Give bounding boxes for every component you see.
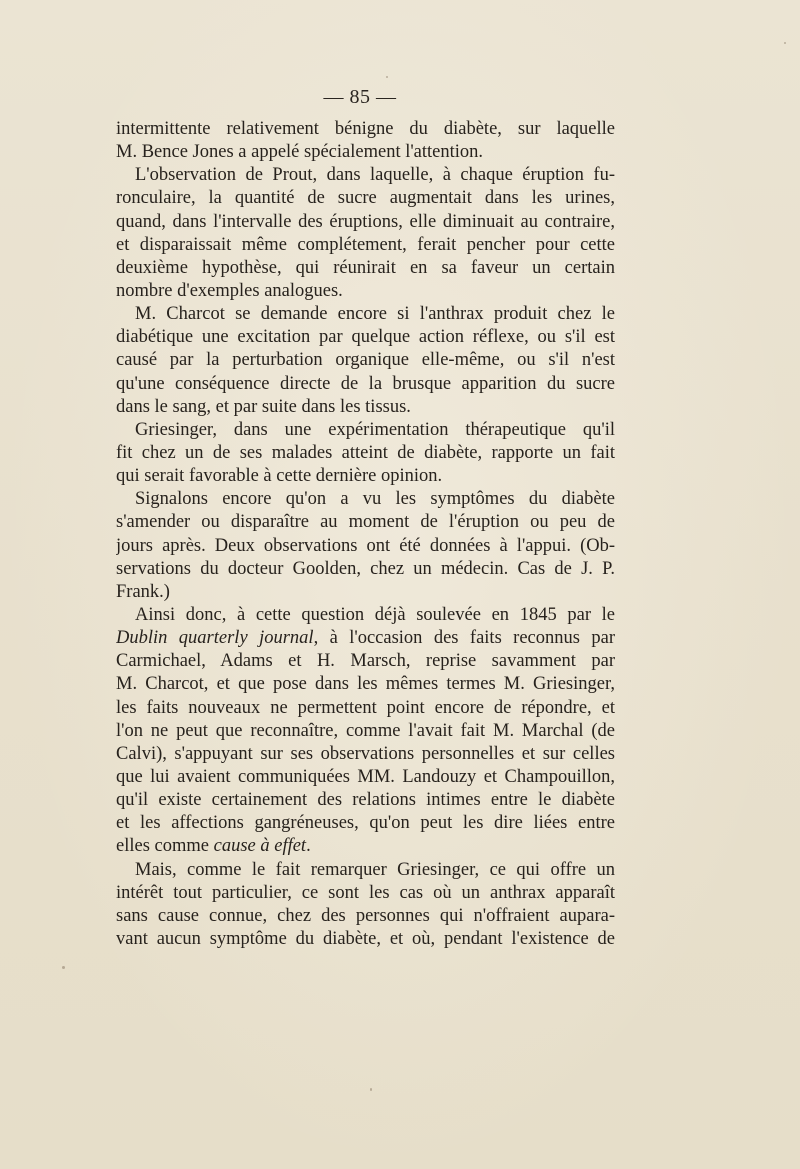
- emphasis-text: cause à effet: [213, 836, 307, 857]
- text-line: ronculaire, la quantité de sucre augmentait dans les urines,: [116, 188, 615, 209]
- text-line-with-journal-title: [116, 627, 615, 650]
- text-line: Signalons encore qu'on a vu les symptômes du diabète: [135, 489, 615, 510]
- text-line: Griesinger, dans une expérimentation thérapeutique qu'il: [135, 419, 615, 440]
- paper-speck: [784, 42, 786, 44]
- page-number: — 85 —: [323, 86, 397, 108]
- text-line: diabétique une excitation par quelque action réflexe, ou s'il est: [116, 327, 615, 348]
- text-line: les faits nouveaux ne permettent point encore de répondre, et: [116, 697, 615, 718]
- text-line: Carmichael, Adams et H. Marsch, reprise savamment par: [116, 651, 615, 672]
- text-line: Frank.): [116, 581, 170, 602]
- journal-title: Dublin quarterly journal: [116, 628, 314, 649]
- text-line: s'amender ou disparaître au moment de l'éruption ou peu de: [116, 512, 615, 533]
- text-line: qu'il existe certainement des relations intimes entre le diabète: [116, 790, 615, 811]
- text-line: servations du docteur Goolden, chez un médecin. Cas de J. P.: [116, 558, 615, 579]
- text-line: que lui avaient communiquées MM. Landouzy et Champouillon,: [116, 766, 615, 787]
- text-line: jours après. Deux observations ont été données à l'appui. (Ob-: [116, 535, 615, 556]
- text-fragment: , à l'occasion des faits reconnus par: [313, 628, 615, 649]
- text-line: Ainsi donc, à cette question déjà soulevée en 1845 par le: [135, 604, 615, 625]
- text-line: vant aucun symptôme du diabète, et où, pendant l'existence de: [116, 928, 615, 949]
- text-line: M. Bence Jones a appelé spécialement l'attention.: [116, 142, 484, 163]
- text-line: sans cause connue, chez des personnes qui n'offraient aupara-: [116, 905, 615, 926]
- text-line: intérêt tout particulier, ce sont les cas où un anthrax apparaît: [116, 882, 615, 903]
- text-line: deuxième hypothèse, qui réunirait en sa faveur un certain: [116, 257, 615, 278]
- text-line: causé par la perturbation organique elle-même, ou s'il n'est: [116, 350, 615, 371]
- paper-speck: [62, 966, 65, 969]
- text-line: L'observation de Prout, dans laquelle, à chaque éruption fu-: [135, 165, 615, 186]
- text-line: quand, dans l'intervalle des éruptions, elle diminuait au contraire,: [116, 211, 615, 232]
- text-line: Mais, comme le fait remarquer Griesinger, ce qui offre un: [135, 859, 615, 880]
- body-text: [116, 118, 615, 951]
- text-line: l'on ne peut que reconnaître, comme l'avait fait M. Marchal (de: [116, 720, 615, 741]
- text-line: qui serait favorable à cette dernière opinion.: [116, 466, 443, 487]
- text-line: Calvi), s'appuyant sur ses observations personnelles et sur celles: [116, 743, 615, 764]
- paper-speck: [370, 1088, 372, 1091]
- text-line: et disparaissait même complétement, ferait pencher pour cette: [116, 234, 615, 255]
- text-line: M. Charcot se demande encore si l'anthrax produit chez le: [135, 304, 615, 325]
- text-fragment: elles comme: [116, 836, 214, 857]
- paper-speck: [386, 76, 388, 78]
- text-line: intermittente relativement bénigne du diabète, sur laquelle: [116, 119, 615, 139]
- text-line-with-emphasis: [116, 835, 615, 858]
- text-line: qu'une conséquence directe de la brusque apparition du sucre: [116, 373, 615, 394]
- text-line: M. Charcot, et que pose dans les mêmes termes M. Griesinger,: [116, 674, 615, 695]
- text-fragment: .: [306, 836, 311, 857]
- text-line: fit chez un de ses malades atteint de diabète, rapporte un fait: [116, 442, 615, 463]
- text-line: et les affections gangréneuses, qu'on peut les dire liées entre: [116, 813, 615, 834]
- text-line: nombre d'exemples analogues.: [116, 280, 343, 301]
- text-line: dans le sang, et par suite dans les tissus.: [116, 396, 411, 417]
